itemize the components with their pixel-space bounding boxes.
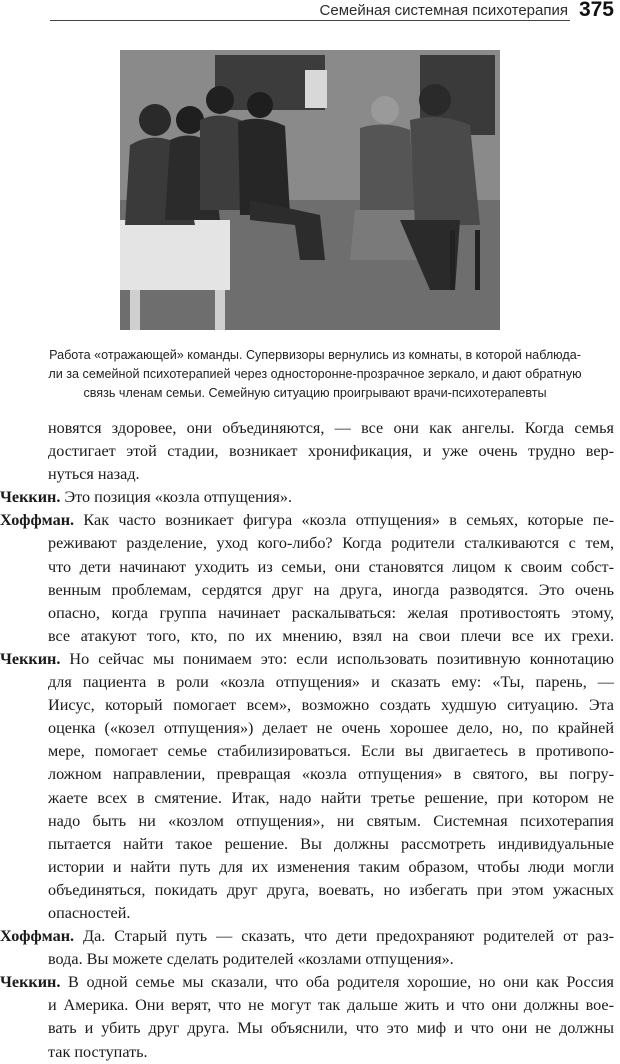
figure-caption [40,346,590,403]
caption-line: связь членам семьи. Семейную ситуацию проигрывают врачи-психотерапевты [83,386,547,400]
figure-photo [120,50,500,330]
paragraph [0,486,620,509]
text-line: вода. Вы можете сделать родителей «козлами отпущения». [48,950,454,969]
text-line: опасно, когда группа начинает раскалываться: желая противостоять этому, [48,603,614,622]
text-line [0,925,620,948]
text-line [0,509,620,532]
text-line: все атакуют того, кто, по их мнению, взял на свои плечи все их грехи. [48,626,614,645]
text-line: реживают разделение, уход кого-либо? Когда родители сталкиваются с тем, [48,534,614,553]
text-line: жаете всех в смятение. Итак, надо найти третье решение, при котором не [48,788,614,807]
text-line: новятся здоровее, они объединяются, — все они как ангелы. Когда семья [48,419,614,437]
paragraph [0,648,620,925]
text-line [0,486,620,509]
page-number: 375 [578,0,614,21]
text-line: оценка («козел отпущения») делает не очень хорошее дело, но, по крайней [48,719,614,738]
header-rule [50,20,570,21]
text-line: надо быть ни «козлом отпущения», ни святым. Системная психотерапия [48,811,614,830]
speaker-name: Чеккин. [0,488,61,507]
text-line [0,971,620,994]
line-text: Это позиция «козла отпущения». [60,488,292,507]
text-line: объединяться, покидать друг друга, воевать, но избегать при этом ужасных [48,880,614,899]
running-header [0,0,620,26]
paragraph [0,925,620,971]
speaker-name: Хоффман. [0,927,75,946]
paragraph [0,971,620,1063]
text-line: и Америка. Они верят, что не могут так дальше жить и что они должны вое- [48,996,614,1015]
line-text: Но сейчас мы понимаем это: если использовать позитивную коннотацию [60,649,614,668]
line-text: Как часто возникает фигура «козла отпущения» в семьях, которые пе- [74,511,614,530]
caption-line: Работа «отражающей» команды. Супервизоры вернулись из комнаты, в которой наблюда- [49,348,581,362]
text-line: нуться назад. [48,465,140,484]
text-line: для пациента в роли «козла отпущения» и сказать ему: «Ты, парень, — [48,673,614,692]
line-text: В одной семье мы сказали, что оба родителя хорошие, но они как Россия [60,973,614,992]
paragraph [0,509,620,648]
text-line: достигает этой стадии, возникает хронификация, и уже очень трудно вер- [48,442,614,461]
line-text: Да. Старый путь — сказать, что дети предохраняют родителей от раз- [74,927,614,946]
text-line: истории и найти путь для их изменения таким образом, чтобы люди могли [48,857,614,876]
paragraph [0,417,620,486]
running-header-title: Семейная системная психотерапия [319,2,568,19]
text-line: венным проблемам, сердятся друг на друга, иногда разводятся. Это очень [48,580,614,599]
text-line: вать и убить друг друга. Мы объяснили, что это миф и что они не должны [48,1019,614,1038]
speaker-name: Хоффман. [0,511,75,530]
text-line: мере, помогает семье стабилизироваться. Если вы двигаетесь в противопо- [48,742,614,761]
text-line: так поступать. [48,1042,148,1061]
text-line: опасностей. [48,903,131,922]
text-line [0,648,620,671]
dialogue-text [0,417,620,1064]
text-line: пытается найти такое решение. Вы должны рассмотреть индивидуальные [48,834,614,853]
text-line: ложном направлении, превращая «козла отпущения» в святого, вы погру- [48,765,614,784]
photo-illustration [120,50,500,330]
caption-line: ли за семейной психотерапией через односторонне-прозрачное зеркало, и дают обратную [48,367,582,381]
speaker-name: Чеккин. [0,649,61,668]
text-line: Иисус, который помогает всем», возможно создать худшую ситуацию. Эта [48,696,614,715]
speaker-name: Чеккин. [0,973,61,992]
text-line: что дети начинают уходить из семьи, они становятся лицом к своим собст- [48,557,614,576]
